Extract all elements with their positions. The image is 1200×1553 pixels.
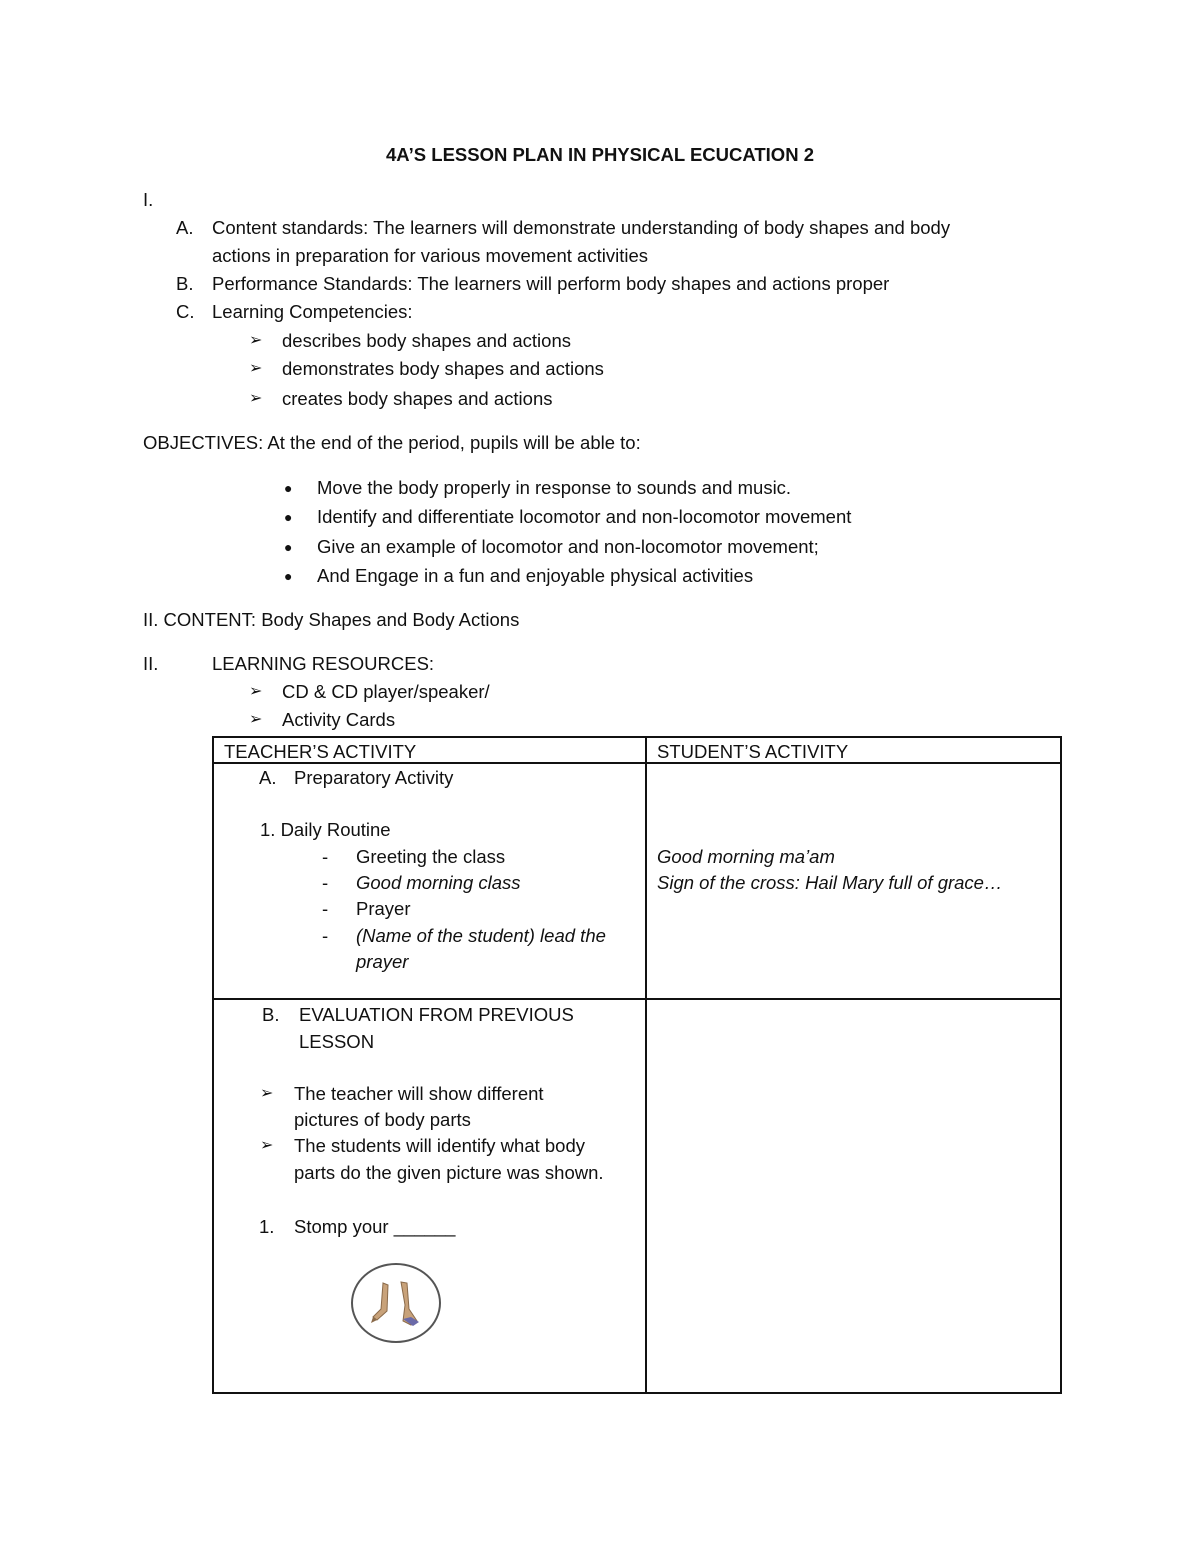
objective-item: Move the body properly in response to sounds and music.	[317, 477, 792, 498]
content-standards-line1: Content standards: The learners will demonstrate understanding of body shapes and body	[212, 217, 951, 238]
dash-marker: -	[322, 846, 329, 867]
performance-standards: Performance Standards: The learners will perform body shapes and actions proper	[212, 273, 890, 294]
resources-numeral: II.	[143, 653, 159, 674]
objective-item: Give an example of locomotor and non-locomotor movement;	[317, 536, 819, 557]
item-b-letter: B.	[176, 273, 194, 294]
section-i-numeral: I.	[143, 189, 154, 210]
item-a-letter: A.	[176, 217, 194, 238]
teacher-cell-evaluation	[213, 999, 646, 1393]
evaluation-step-continued: pictures of body parts	[294, 1109, 471, 1130]
routine-item-continued: prayer	[356, 951, 409, 972]
question-number: 1.	[259, 1216, 275, 1237]
routine-item: Good morning class	[356, 872, 521, 893]
resources-heading: LEARNING RESOURCES:	[212, 653, 435, 674]
student-header-cell	[646, 737, 1061, 763]
section-b-letter: B.	[262, 1004, 280, 1025]
bullet-icon: ●	[284, 568, 293, 584]
evaluation-step-continued: parts do the given picture was shown.	[294, 1162, 604, 1183]
resource-item: Activity Cards	[282, 709, 396, 730]
question-text: Stomp your ______	[294, 1216, 456, 1237]
teacher-activity-header: TEACHER’S ACTIVITY	[224, 741, 417, 762]
competency-item: describes body shapes and actions	[282, 330, 571, 351]
table-row	[213, 763, 1061, 999]
competency-item: creates body shapes and actions	[282, 388, 553, 409]
content-standards-line2: actions in preparation for various movement activities	[212, 245, 648, 266]
arrow-bullet-icon: ➢	[249, 332, 263, 349]
activity-table	[212, 736, 1062, 1394]
arrow-bullet-icon: ➢	[249, 390, 263, 407]
evaluation-step: The teacher will show different	[294, 1083, 544, 1104]
objective-item: Identify and differentiate locomotor and non-locomotor movement	[317, 506, 852, 527]
routine-item: Greeting the class	[356, 846, 506, 867]
resource-item: CD & CD player/speaker/	[282, 681, 490, 702]
section-a-letter: A.	[259, 767, 277, 788]
table-row	[213, 999, 1061, 1393]
arrow-bullet-icon: ➢	[260, 1085, 274, 1102]
dash-marker: -	[322, 898, 329, 919]
dash-marker: -	[322, 872, 329, 893]
feet-picture-icon	[351, 1263, 441, 1343]
evaluation-title-continued: LESSON	[299, 1031, 375, 1052]
student-response: Good morning ma’am	[657, 846, 835, 867]
dash-marker: -	[322, 925, 329, 946]
bullet-icon: ●	[284, 480, 293, 496]
arrow-bullet-icon: ➢	[249, 711, 263, 728]
student-activity-header: STUDENT’S ACTIVITY	[657, 741, 849, 762]
student-cell-preparatory	[646, 763, 1061, 999]
table-header-row	[213, 737, 1061, 763]
student-response: Sign of the cross: Hail Mary full of grace…	[657, 872, 1003, 893]
bullet-icon: ●	[284, 539, 293, 555]
routine-item: (Name of the student) lead the	[356, 925, 606, 946]
arrow-bullet-icon: ➢	[249, 360, 263, 377]
evaluation-title: EVALUATION FROM PREVIOUS	[299, 1004, 574, 1025]
objectives-heading: OBJECTIVES: At the end of the period, pupils will be able to:	[143, 432, 641, 453]
teacher-cell-preparatory	[213, 763, 646, 999]
content-heading: II. CONTENT: Body Shapes and Body Actions	[143, 609, 520, 630]
routine-item: Prayer	[356, 898, 411, 919]
learning-competencies-heading: Learning Competencies:	[212, 301, 413, 322]
student-cell-evaluation	[646, 999, 1061, 1393]
competency-item: demonstrates body shapes and actions	[282, 358, 604, 379]
page-title: 4A’S LESSON PLAN IN PHYSICAL ECUCATION 2	[386, 144, 814, 165]
item-c-letter: C.	[176, 301, 195, 322]
arrow-bullet-icon: ➢	[249, 683, 263, 700]
preparatory-activity-title: Preparatory Activity	[294, 767, 454, 788]
arrow-bullet-icon: ➢	[260, 1137, 274, 1154]
objective-item: And Engage in a fun and enjoyable physical activities	[317, 565, 754, 586]
daily-routine-heading: 1. Daily Routine	[260, 819, 391, 840]
feet-icon	[353, 1265, 439, 1341]
evaluation-step: The students will identify what body	[294, 1135, 586, 1156]
teacher-header-cell	[213, 737, 646, 763]
bullet-icon: ●	[284, 509, 293, 525]
